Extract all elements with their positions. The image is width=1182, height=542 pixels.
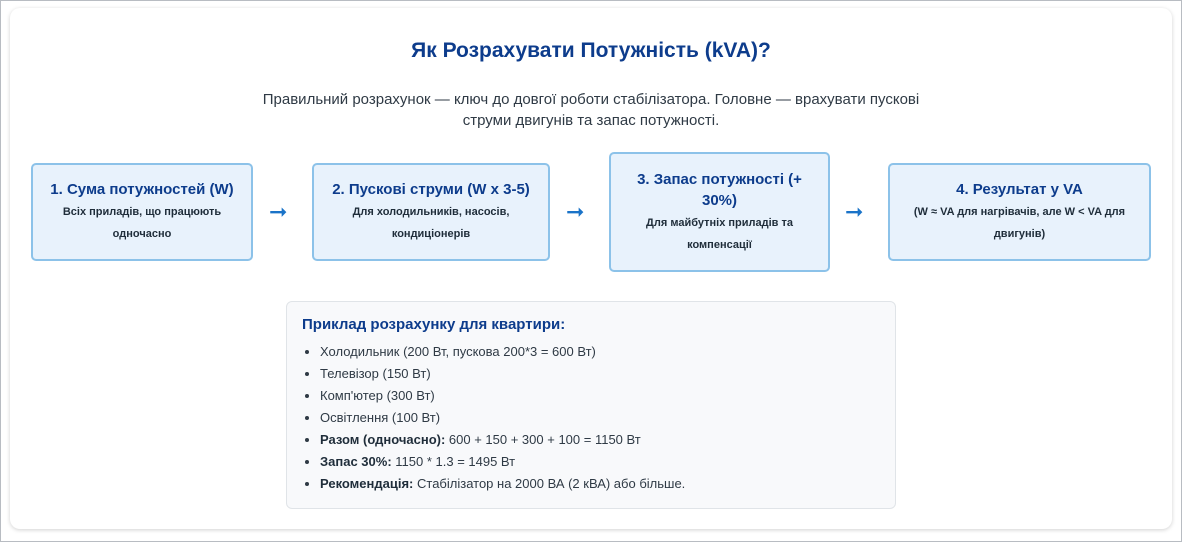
list-item: • Разом (одночасно): 600 + 150 + 300 + 100 = 1150 Вт xyxy=(320,429,880,451)
page-subtitle: Правильний розрахунок — ключ до довгої роботи стабілізатора. Головне — врахувати пускові струми двигунів та запас потужності. xyxy=(262,91,920,129)
page-title: Як Розрахувати Потужність (kVA)? xyxy=(411,39,771,62)
list-item: • Холодильник (200 Вт, пускова 200*3 = 600 Вт) xyxy=(320,341,880,363)
content-card xyxy=(10,8,1172,529)
arrow-right-icon: ➞ xyxy=(845,199,864,224)
step-title: 1. Сума потужностей (W) xyxy=(50,181,234,198)
list-item: • Телевізор (150 Вт) xyxy=(320,363,880,385)
step-description: Для майбутніх приладів та компенсації xyxy=(646,216,793,251)
calculation-example-box xyxy=(286,301,896,509)
step-description: Всіх приладів, що працюють одночасно xyxy=(62,206,222,240)
example-title: Приклад розрахунку для квартири: xyxy=(302,316,566,333)
example-list xyxy=(302,341,880,495)
list-item: • Запас 30%: 1150 * 1.3 = 1495 Вт xyxy=(320,451,880,473)
arrow-right-icon: ➞ xyxy=(269,199,288,224)
step-description: (W ≈ VA для нагрівачів, але W < VA для двигунів) xyxy=(913,206,1126,240)
step-power-reserve xyxy=(609,152,830,272)
list-item: • Комп'ютер (300 Вт) xyxy=(320,385,880,407)
step-inrush-current xyxy=(312,163,550,261)
step-title: 4. Результат у VA xyxy=(956,181,1083,198)
list-item: • Освітлення (100 Вт) xyxy=(320,407,880,429)
step-sum-power xyxy=(31,163,253,261)
step-description: Для холодильників, насосів, кондиціонерів xyxy=(352,206,510,240)
step-title: 3. Запас потужності (+ 30%) xyxy=(637,170,802,209)
step-title: 2. Пускові струми (W x 3-5) xyxy=(332,181,530,198)
arrow-right-icon: ➞ xyxy=(566,199,585,224)
step-result-va xyxy=(888,163,1151,261)
list-item: • Рекомендація: Стабілізатор на 2000 ВА (2 кВА) або більше. xyxy=(320,473,880,495)
